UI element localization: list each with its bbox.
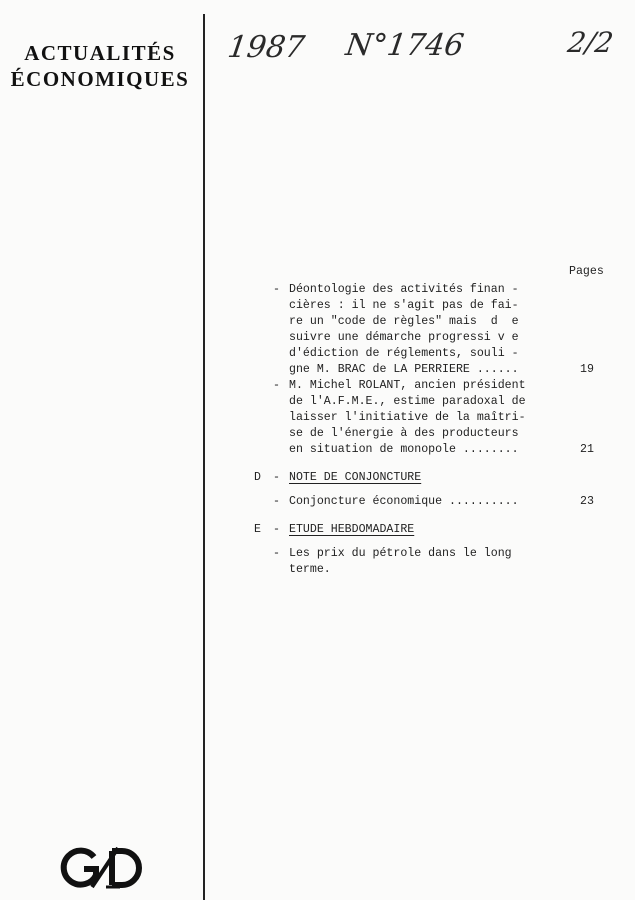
entry-2-page-number: 21 — [580, 443, 594, 456]
section-d-dash: - — [273, 471, 280, 484]
masthead-line-2: ÉCONOMIQUES — [10, 67, 190, 91]
pages-column-header: Pages — [569, 265, 604, 278]
entry-1-line-3: re un "code de règles" mais d e — [289, 315, 519, 328]
section-d-item-line-1: Conjoncture économique .......... — [289, 495, 519, 508]
section-d-item-page-number: 23 — [580, 495, 594, 508]
entry-2-dash: - — [273, 379, 280, 392]
section-e-item-line-1: Les prix du pétrole dans le long — [289, 547, 512, 560]
masthead — [0, 40, 200, 92]
entry-2-line-3: laisser l'initiative de la maîtri- — [289, 411, 526, 424]
section-d-letter: D — [254, 471, 261, 484]
entry-1-line-1: Déontologie des activités finan - — [289, 283, 519, 296]
entry-1-line-6: gne M. BRAC de LA PERRIERE ...... — [289, 363, 519, 376]
entry-1-dash: - — [273, 283, 280, 296]
handwritten-page-count: 2/2 — [565, 26, 616, 59]
section-e-item-line-2: terme. — [289, 563, 331, 576]
entry-2-line-4: se de l'énergie à des producteurs — [289, 427, 519, 440]
section-e-letter: E — [254, 523, 261, 536]
handwritten-issue-number: N°1746 — [343, 28, 467, 63]
handwritten-year: 1987 — [225, 30, 307, 65]
entry-2-line-5: en situation de monopole ........ — [289, 443, 519, 456]
vertical-divider — [203, 14, 205, 900]
section-e-dash: - — [273, 523, 280, 536]
entry-1-line-5: d'édiction de réglements, souli - — [289, 347, 519, 360]
masthead-line-1: ACTUALITÉS — [24, 41, 176, 65]
entry-1-page-number: 19 — [580, 363, 594, 376]
entry-2-line-2: de l'A.F.M.E., estime paradoxal de — [289, 395, 526, 408]
entry-1-line-2: cières : il ne s'agit pas de fai- — [289, 299, 519, 312]
section-e-heading: ETUDE HEBDOMADAIRE — [289, 523, 415, 536]
section-e-item-dash: - — [273, 547, 280, 560]
gd-logo — [56, 845, 156, 891]
section-d-item-dash: - — [273, 495, 280, 508]
entry-2-line-1: M. Michel ROLANT, ancien président — [289, 379, 526, 392]
entry-1-line-4: suivre une démarche progressi v e — [289, 331, 519, 344]
section-d-heading: NOTE DE CONJONCTURE — [289, 471, 422, 484]
gd-logo-mark — [56, 845, 156, 891]
